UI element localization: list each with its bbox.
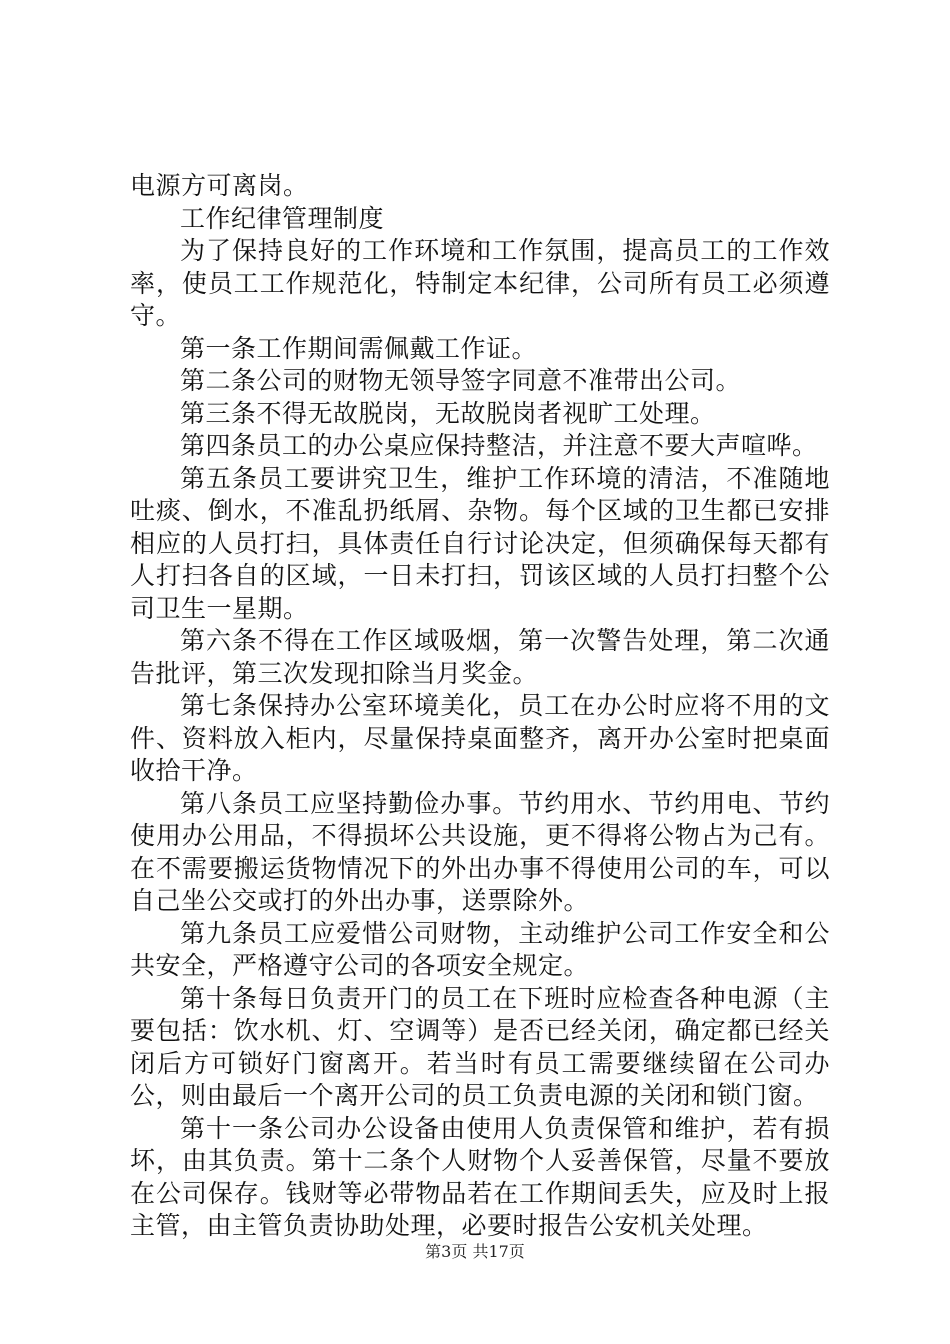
paragraph-article-4: 第四条员工的办公桌应保持整洁，并注意不要大声喧哗。 (180, 431, 818, 460)
paragraph-article-11-12: 第十一条公司办公设备由使用人负责保管和维护，若有损坏，由其负责。第十二条个人财物个人妥善保管，尽量不要放在公司保存。钱财等必带物品若在工作期间丢失，应及时上报主管，由主管负责协助处理，必要时报告公安机关处理。 (130, 1113, 830, 1240)
paragraph-intro: 为了保持良好的工作环境和工作氛围，提高员工的工作效率，使员工工作规范化，特制定本纪律，公司所有员工必须遵守。 (130, 236, 830, 330)
paragraph-continuation: 电源方可离岗。 (130, 171, 309, 200)
paragraph-article-9: 第九条员工应爱惜公司财物，主动维护公司工作安全和公共安全，严格遵守公司的各项安全规定。 (130, 918, 830, 980)
paragraph-article-5: 第五条员工要讲究卫生，维护工作环境的清洁，不准随地吐痰、倒水，不准乱扔纸屑、杂物。每个区域的卫生都已安排相应的人员打扫，具体责任自行讨论决定，但须确保每天都有人打扫各自的区域，一日未打扫，罚该区域的人员打扫整个公司卫生一星期。 (130, 463, 830, 623)
paragraph-article-10: 第十条每日负责开门的员工在下班时应检查各种电源（主要包括：饮水机、灯、空调等）是否已经关闭，确定都已经关闭后方可锁好门窗离开。若当时有员工需要继续留在公司办公，则由最后一个离开公司的员工负责电源的关闭和锁门窗。 (130, 983, 830, 1110)
paragraph-article-7: 第七条保持办公室环境美化，员工在办公时应将不用的文件、资料放入柜内，尽量保持桌面整齐，离开办公室时把桌面收拾干净。 (130, 691, 830, 785)
paragraph-article-3: 第三条不得无故脱岗，无故脱岗者视旷工处理。 (180, 398, 716, 428)
paragraph-article-8: 第八条员工应坚持勤俭办事。节约用水、节约用电、节约使用办公用品，不得损坏公共设施，更不得将公物占为己有。在不需要搬运货物情况下的外出办事不得使用公司的车，可以自己坐公交或打的外出办事，送票除外。 (130, 788, 830, 915)
section-title: 工作纪律管理制度 (180, 203, 385, 233)
paragraph-article-2: 第二条公司的财物无领导签字同意不准带出公司。 (180, 366, 742, 395)
page-number-footer: 第3页 共17页 (425, 1242, 525, 1261)
document-body (130, 170, 830, 1243)
paragraph-article-6: 第六条不得在工作区域吸烟，第一次警告处理，第二次通告批评，第三次发现扣除当月奖金。 (130, 626, 830, 688)
paragraph-article-1: 第一条工作期间需佩戴工作证。 (180, 333, 538, 363)
